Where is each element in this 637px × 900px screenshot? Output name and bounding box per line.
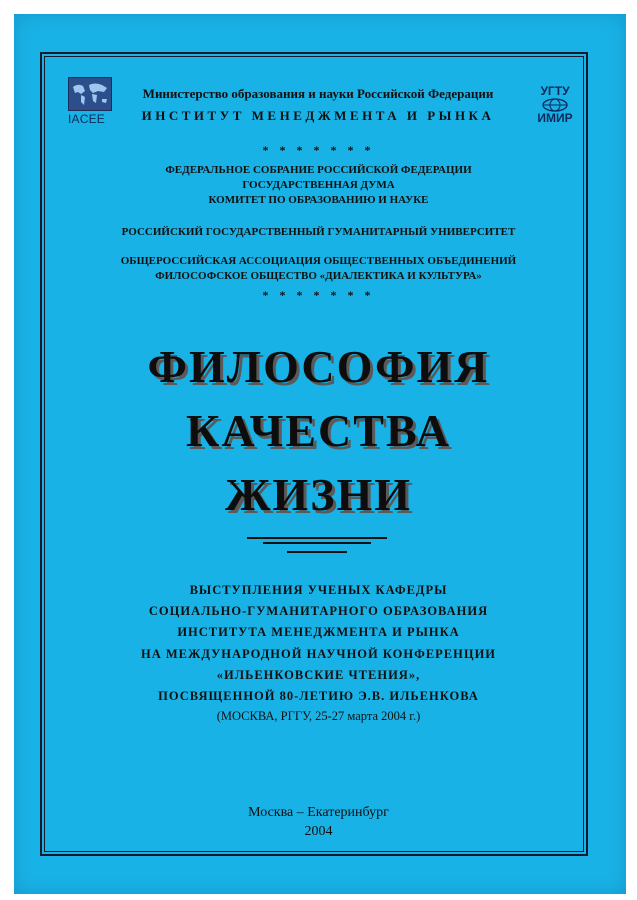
title-line: КАЧЕСТВА [186,405,451,456]
imir-label: ИМИР [537,111,573,125]
title-line: ФИЛОСОФИЯ [147,341,490,392]
organization-line: РОССИЙСКИЙ ГОСУДАРСТВЕННЫЙ ГУМАНИТАРНЫЙ УНИВЕРСИТЕТ [121,226,516,238]
stars-divider-bottom: * * * * * * * [262,288,375,302]
organization-line: ФИЛОСОФСКОЕ ОБЩЕСТВО «ДИАЛЕКТИКА И КУЛЬТУРА» [155,270,482,282]
subtitle-line: ВЫСТУПЛЕНИЯ УЧЕНЫХ КАФЕДРЫ [189,583,448,597]
publication-city: Москва – Екатеринбург [248,805,389,820]
organization-line: КОМИТЕТ ПО ОБРАЗОВАНИЮ И НАУКЕ [208,194,429,206]
subtitle-line: «ИЛЬЕНКОВСКИЕ ЧТЕНИЯ», [216,668,421,682]
organization-line: ГОСУДАРСТВЕННАЯ ДУМА [242,179,395,191]
subtitle-line: ПОСВЯЩЕННОЙ 80-ЛЕТИЮ Э.В. ИЛЬЕНКОВА [158,689,479,703]
organization-line: ФЕДЕРАЛЬНОЕ СОБРАНИЕ РОССИЙСКОЙ ФЕДЕРАЦИИ [165,164,472,176]
decorative-rule [287,551,347,553]
title-line: ЖИЗНИ [224,469,413,520]
world-map-icon [68,77,112,111]
decorative-rule [263,542,371,544]
iacee-logo [68,77,112,129]
globe-icon [542,98,568,112]
decorative-rule [247,537,387,539]
conference-date: (МОСКВА, РГГУ, 25-27 марта 2004 г.) [216,709,421,723]
subtitle-line: ИНСТИТУТА МЕНЕДЖМЕНТА И РЫНКА [177,625,460,639]
publication-year: 2004 [304,824,333,839]
stars-divider-top: * * * * * * * [262,143,375,157]
ministry-line: Министерство образования и науки Российской Федерации [142,86,494,101]
subtitle-line: НА МЕЖДУНАРОДНОЙ НАУЧНОЙ КОНФЕРЕНЦИИ [140,647,497,661]
institute-name: ИНСТИТУТ МЕНЕДЖМЕНТА И РЫНКА [141,108,495,123]
subtitle-line: СОЦИАЛЬНО-ГУМАНИТАРНОГО ОБРАЗОВАНИЯ [148,604,489,618]
iacee-label: IACEE [68,112,106,126]
ugtu-label: УГТУ [540,84,570,98]
ugtu-imir-logo [530,84,580,134]
organization-line: ОБЩЕРОССИЙСКАЯ АССОЦИАЦИЯ ОБЩЕСТВЕННЫХ ОБЪЕДИНЕНИЙ [120,255,517,267]
